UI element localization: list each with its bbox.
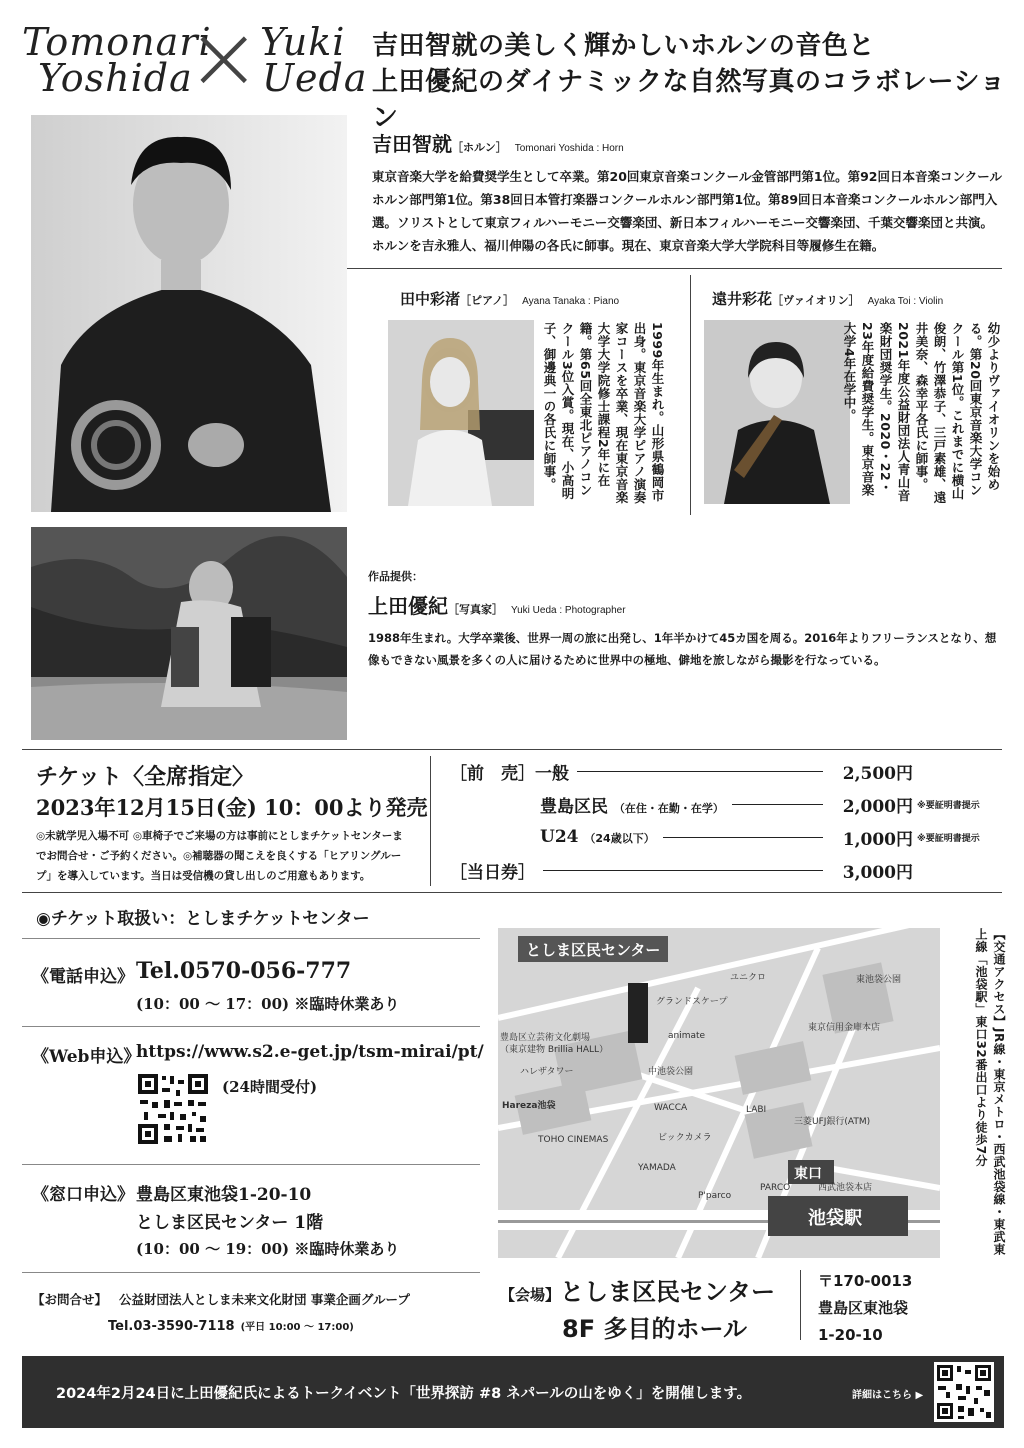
map-label: PARCO xyxy=(760,1183,791,1193)
price-category: 豊島区民 （在住・在勤・在学） xyxy=(540,796,724,817)
venue xyxy=(500,1272,775,1344)
toi-name: 遠井彩花 xyxy=(712,290,773,308)
divider xyxy=(800,1270,801,1340)
map-label: ハレザタワー xyxy=(520,1067,574,1077)
map-east-exit: 東口 xyxy=(794,1166,822,1182)
logo-cross: × xyxy=(186,5,262,110)
counter-hours: (10：00 ～ 19：00) ※臨時休業あり xyxy=(136,1240,400,1258)
price-category: U24 （24歳以下） xyxy=(540,827,655,847)
venue-addr1: 豊島区東池袋 xyxy=(818,1299,909,1317)
divider xyxy=(22,1026,480,1027)
map-label: Hareza池袋 xyxy=(502,1101,556,1111)
price-row-general xyxy=(450,756,1005,786)
yoshida-name: 吉田智就 xyxy=(372,132,452,156)
map-label: （東京建物 Brillia HALL） xyxy=(500,1045,609,1055)
venue-addr2: 1-20-10 xyxy=(818,1326,883,1344)
headline-line2: 上田優紀のダイナミックな自然写真のコラボレーション xyxy=(372,67,1006,133)
web-url[interactable]: https://www.s2.e-get.jp/tsm-mirai/pt/ xyxy=(136,1042,484,1062)
yoshida-profile xyxy=(372,128,1002,257)
headline-line1: 吉田智就の美しく輝かしいホルンの音色と xyxy=(372,31,875,61)
ueda-bio: 1988年生まれ。大学卒業後、世界一周の旅に出発し、1年半かけて45カ国を周る。2016年よりフリーランスとなり、想像もできない風景を多くの人に届けるために世界中の極地、僻地を旅しながら撮影を行なっている。 xyxy=(368,631,997,667)
ticket-handler: ◉チケット取扱い：としまチケットセンター xyxy=(36,909,370,929)
contact-org: 公益財団法人としま未来文化財団 事業企画グループ xyxy=(119,1292,410,1307)
price-value: 3,000円 xyxy=(842,862,913,883)
yoshida-photo xyxy=(31,115,347,512)
yoshida-role: ［ホルン］ xyxy=(452,141,507,154)
map-label: WACCA xyxy=(654,1103,688,1113)
price-note: ※要証明書提示 xyxy=(917,833,980,844)
divider xyxy=(22,749,1002,750)
toi-role: ［ヴァイオリン］ xyxy=(772,294,860,307)
price-note: ※要証明書提示 xyxy=(917,800,980,811)
venue-address xyxy=(818,1268,912,1349)
ueda-photo xyxy=(31,527,347,740)
footer-text: 2024年2月24日に上田優紀氏によるトークイベント「世界探訪 #8 ネパールの山をゆく」を開催します。 xyxy=(56,1386,752,1402)
logo-right-line2: Ueda xyxy=(262,56,368,100)
tanaka-header xyxy=(400,288,619,309)
web-hours: (24時間受付) xyxy=(222,1078,318,1096)
map-label: LABI xyxy=(746,1105,767,1115)
map-title: としま区民センター xyxy=(526,941,661,959)
contact-label: 【お問合せ】 xyxy=(32,1292,108,1307)
map-label: ユニクロ xyxy=(730,973,767,983)
counter-label: 《窓口申込》 xyxy=(32,1185,134,1205)
divider xyxy=(22,892,1002,893)
price-row-door xyxy=(450,855,1005,885)
phone-label: 《電話申込》 xyxy=(32,967,134,987)
access-map xyxy=(498,928,940,1258)
map-label: YAMADA xyxy=(638,1163,676,1173)
map-label: 豊島区立芸術文化劇場 xyxy=(500,1033,591,1043)
tanaka-name-en: Ayana Tanaka : Piano xyxy=(522,296,620,307)
logo-left-line1: Tomonari xyxy=(22,20,212,64)
ueda-name-en: Yuki Ueda : Photographer xyxy=(511,605,626,616)
logo xyxy=(22,5,368,110)
counter-place: としま区民センター 1階 xyxy=(136,1213,324,1233)
tanaka-bio: 1999年生まれ。山形県鶴岡市出身。東京音楽大学ピアノ演奏家コースを卒業、現在東京音楽大学大学院修士課程2年に在籍。第65回全東北ピアノコンクール3位入賞。現在、小高明子、御邊典一の各氏に師事。 xyxy=(542,322,665,504)
ueda-credit: 作品提供： xyxy=(368,570,423,583)
map-label: ビックカメラ xyxy=(658,1133,712,1143)
access-info: 【交通アクセス】JR線・東京メトロ・西武池袋線・東武東上線「池袋駅」東口32番出口より徒歩7分 xyxy=(974,928,1006,1256)
contact-tel[interactable]: Tel.03-3590-7118 xyxy=(108,1319,235,1334)
divider xyxy=(22,1272,480,1273)
footer-banner xyxy=(22,1356,1004,1428)
venue-hall: 8F 多目的ホール xyxy=(562,1315,747,1343)
tanaka-name: 田中彩渚 xyxy=(400,290,461,308)
leader-line xyxy=(577,771,823,772)
map-label: グランドスケープ xyxy=(656,997,728,1007)
map-label: P'parco xyxy=(698,1191,732,1201)
web-label: 《Web申込》 xyxy=(32,1047,141,1067)
contact-hours: (平日 10:00 ～ 17:00) xyxy=(240,1322,354,1333)
map-label: 西武池袋本店 xyxy=(818,1183,873,1193)
phone-hours: (10：00 ～ 17：00) ※臨時休業あり xyxy=(136,995,400,1013)
tanaka-photo xyxy=(388,320,534,506)
leader-line xyxy=(543,870,823,871)
map-label: 三菱UFJ銀行(ATM) xyxy=(794,1117,871,1127)
map-label: 中池袋公園 xyxy=(648,1067,694,1077)
map-label: animate xyxy=(668,1031,706,1041)
divider xyxy=(22,1164,480,1165)
venue-zip: 〒170-0013 xyxy=(818,1272,913,1290)
ticket-heading: チケット〈全席指定〉 xyxy=(36,765,255,790)
ticket-notes: ◎未就学児入場不可 ◎車椅子でご来場の方は事前にとしまチケットセンターまでお問合せ・ご予約ください。◎補聴器の聞こえを良くする「ヒアリングループ」を導入しています。当日は受信機の貸し出しのご用意もあります。 xyxy=(36,830,403,882)
price-value: 1,000円 xyxy=(842,829,913,850)
contact xyxy=(32,1290,410,1334)
yoshida-name-en: Tomonari Yoshida : Horn xyxy=(514,143,624,154)
map-label: 東池袋公園 xyxy=(856,975,902,985)
tanaka-role: ［ピアノ］ xyxy=(460,294,515,307)
counter-address: 豊島区東池袋1-20-10 xyxy=(136,1185,312,1205)
divider xyxy=(690,275,691,515)
toi-photo xyxy=(704,320,850,504)
divider xyxy=(22,938,480,939)
map-label: 東京信用金庫本店 xyxy=(808,1023,881,1033)
sale-date: 2023年12月15日(金) 10：00より発売 xyxy=(36,795,428,820)
leader-line xyxy=(732,804,823,805)
phone-number[interactable]: Tel.0570-056-777 xyxy=(136,958,352,984)
footer-detail-link[interactable]: 詳細はこちら ▶ xyxy=(852,1390,924,1401)
divider xyxy=(430,756,431,886)
price-category: ［当日券］ xyxy=(450,862,535,883)
venue-name: としま区民センター xyxy=(560,1278,776,1306)
price-row-resident xyxy=(540,789,1005,819)
web-qr-code[interactable] xyxy=(136,1072,210,1146)
toi-name-en: Ayaka Toi : Violin xyxy=(867,296,944,307)
price-row-u24 xyxy=(540,822,1005,852)
logo-right-line1: Yuki xyxy=(260,20,346,64)
ueda-role: ［写真家］ xyxy=(448,603,503,616)
leader-line xyxy=(663,837,823,838)
venue-label: 【会場】 xyxy=(500,1286,561,1304)
price-value: 2,500円 xyxy=(842,763,913,784)
toi-header xyxy=(712,288,943,309)
ueda-profile xyxy=(368,568,1003,671)
logo-left-line2: Yoshida xyxy=(38,56,193,100)
toi-bio: 幼少よりヴァイオリンを始める。第20回東京音楽大学コンクール第1位。これまでに横山俊朗、竹澤恭子、三戸素雄、遠井美奈、森幸平各氏に師事。2021年度公益財団法人青山音楽財団奨学生。2020・22・23年度給費奨学生。東京音楽大学4年在学中。 xyxy=(842,322,1001,504)
ueda-name: 上田優紀 xyxy=(368,594,448,618)
footer-qr-code[interactable] xyxy=(934,1362,994,1422)
map-station: 池袋駅 xyxy=(808,1208,862,1229)
price-value: 2,000円 xyxy=(842,796,913,817)
yoshida-bio: 東京音楽大学を給費奨学生として卒業。第20回東京音楽コンクール金管部門第1位。第92回日本音楽コンクールホルン部門第1位。第38回日本管打楽器コンクールホルン部門第1位。第89回日本音楽コンクールホルン部門入選。ソリストとして東京フィルハーモニー交響楽団、新日本フィルハーモニー交響楽団、千葉交響楽団と共演。ホルンを吉永雅人、福川伸陽の各氏に師事。現在、東京音楽大学大学院科目等履修生在籍。 xyxy=(372,169,1002,253)
divider xyxy=(347,268,1002,269)
map-label: TOHO CINEMAS xyxy=(538,1135,609,1145)
price-category: ［前 売］一般 xyxy=(450,763,569,784)
